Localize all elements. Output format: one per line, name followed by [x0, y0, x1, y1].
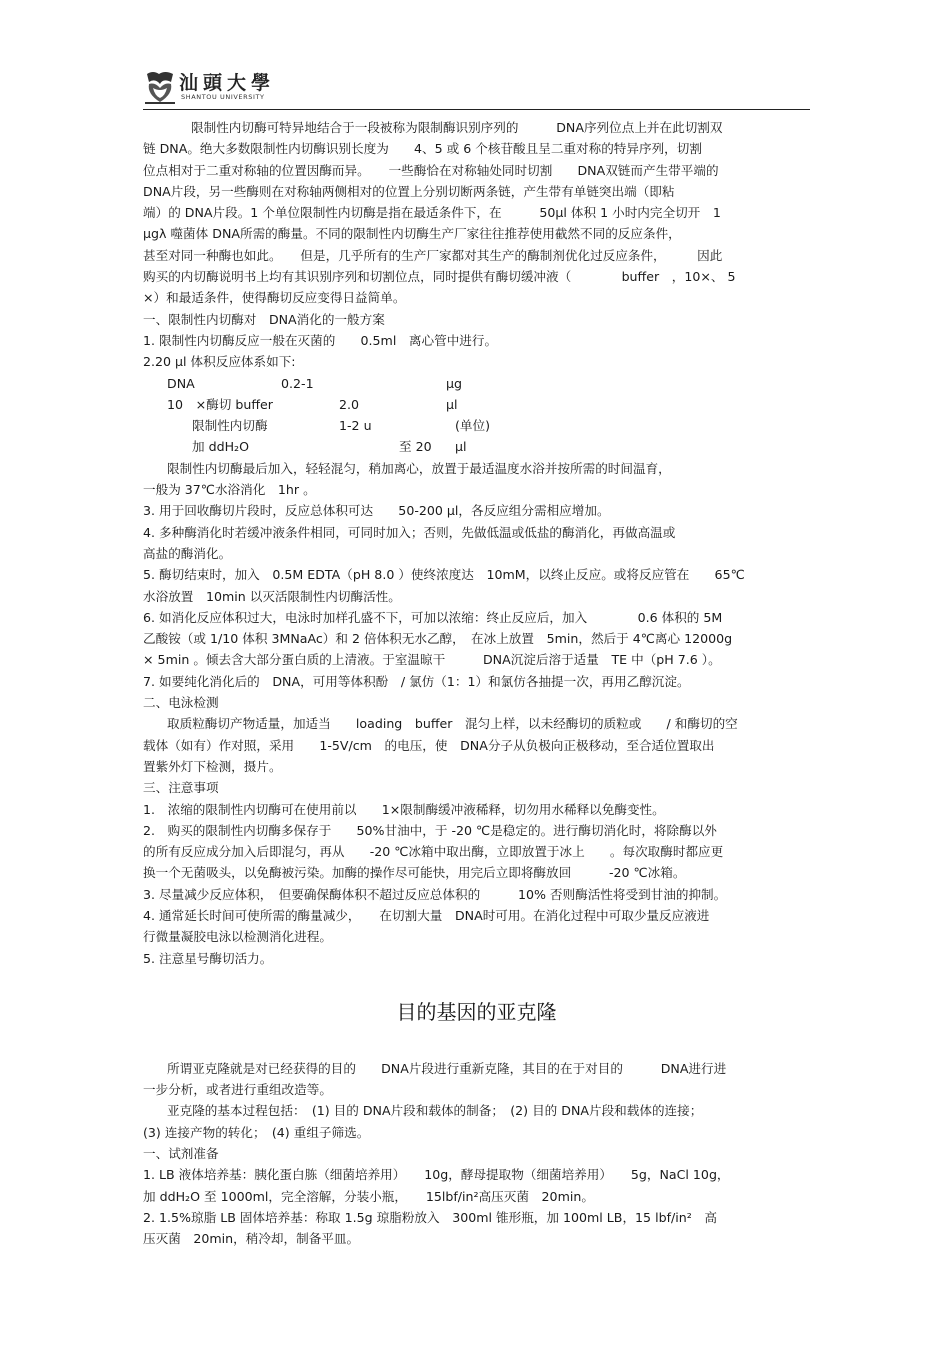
paragraph-line: μgλ 噬菌体 DNA所需的酶量。不同的限制性内切酶生产厂家往往推荐使用截然不同的反应条件，: [143, 226, 681, 242]
paragraph-line: 取质粒酶切产物适量，加适当 loading buffer 混匀上样，以未经酶切的质粒或 / 和酶切的空: [167, 716, 738, 732]
paragraph-line: 限制性内切酶可特异地结合于一段被称为限制酶识别序列的 DNA序列位点上并在此切割双: [191, 120, 723, 135]
paragraph-line: × 5min 。倾去含大部分蛋白质的上清液。于室温晾干 DNA沉淀后溶于适量 TE 中（pH 7.6 ）。: [143, 652, 721, 668]
section-heading: 三、注意事项: [143, 780, 219, 796]
list-item: 2. 1.5%琼脂 LB 固体培养基：称取 1.5g 琼脂粉放入 300ml 锥形瓶，加 100ml LB，15 lbf/in² 高: [143, 1209, 717, 1225]
reagent-amount: 2.0: [339, 396, 360, 412]
paragraph-line: DNA片段，另一些酶则在对称轴两侧相对的位置上分别切断两条链，产生带有单链突出端（即粘: [143, 183, 675, 199]
paragraph-line: 置紫外灯下检测，摄片。: [143, 758, 282, 774]
reaction-table-row: [143, 436, 810, 457]
paragraph-line: 压灭菌 20min，稍冷却，制备平皿。: [143, 1231, 360, 1247]
paragraph-line: 水浴放置 10min 以灭活限制性内切酶活性。: [143, 588, 401, 604]
paragraph-line: 位点相对于二重对称轴的位置因酶而异。 一些酶恰在对称轴处同时切割 DNA双链而产生带平端的: [143, 162, 719, 178]
reagent-unit: μl: [446, 396, 458, 412]
paragraph-line: 所谓亚克隆就是对已经获得的目的 DNA片段进行重新克隆，其目的在于对目的 DNA进行进: [167, 1060, 727, 1076]
list-item: 5. 注意星号酶切活力。: [143, 950, 273, 966]
reagent-unit: (单位): [455, 418, 491, 434]
paragraph-line: 载体（如有）作对照，采用 1-5V/cm 的电压，使 DNA分子从负极向正极移动，至合适位置取出: [143, 737, 715, 753]
reagent-name: 10 ×酶切 buffer: [167, 396, 273, 412]
logo-english-text: SHANTOU UNIVERSITY: [181, 93, 265, 101]
reagent-unit: μl: [455, 439, 467, 455]
section-heading: 一、试剂准备: [143, 1146, 219, 1162]
list-item: 2. 购买的限制性内切酶多保存于 50%甘油中，于 -20 ℃是稳定的。进行酶切消化时，将除酶以外: [143, 822, 717, 838]
list-item: 1. 浓缩的限制性内切酶可在使用前以 1×限制酶缓冲液稀释，切勿用水稀释以免酶变性。: [143, 801, 665, 817]
page-header: [143, 66, 810, 110]
paragraph-line: 的所有反应成分加入后即混匀，再从 -20 ℃冰箱中取出酶，立即放置于冰上 。每次取酶时都应更: [143, 844, 724, 860]
reagent-name: DNA: [167, 375, 195, 391]
list-item: 3. 尽量减少反应体积， 但要确保酶体积不超过反应总体积的 10% 否则酶活性将受到甘油的抑制。: [143, 886, 727, 902]
reagent-unit: μg: [446, 375, 463, 391]
reagent-amount: 0.2-1: [281, 375, 314, 391]
paragraph-line: 甚至对同一种酶也如此。 但是，几乎所有的生产厂家都对其生产的酶制剂优化过反应条件， 因此: [143, 247, 723, 263]
paragraph-line: 端）的 DNA片段。1 个单位限制性内切酶是指在最适条件下，在 50μl 体积 1 小时内完全切开 1: [143, 205, 721, 221]
paragraph-line: 一步分析，或者进行重组改造等。: [143, 1082, 332, 1098]
section-heading: 二、电泳检测: [143, 695, 219, 711]
list-item: 3. 用于回收酶切片段时，反应总体积可达 50-200 μl，各反应组分需相应增加。: [143, 503, 610, 519]
list-item: 7. 如要纯化消化后的 DNA，可用等体积酚 / 氯仿（1：1）和氯仿各抽提一次，再用乙醇沉淀。: [143, 673, 690, 689]
paragraph-line: 加 ddH₂O 至 1000ml，完全溶解，分装小瓶， 15lbf/in²高压灭菌 20min。: [143, 1188, 594, 1204]
paragraph-line: 换一个无菌吸头，以免酶被污染。加酶的操作尽可能快，用完后立即将酶放回 -20 ℃冰箱。: [143, 865, 686, 881]
paragraph-line: 行微量凝胶电泳以检测消化进程。: [143, 929, 332, 945]
reagent-name: 限制性内切酶: [192, 418, 268, 434]
paragraph-line: 亚克隆的基本过程包括： (1) 目的 DNA片段和载体的制备； (2) 目的 DNA片段和载体的连接；: [167, 1103, 703, 1119]
university-emblem-icon: [143, 68, 177, 106]
paragraph-line: 乙酸铵（或 1/10 体积 3MNaAc）和 2 倍体积无水乙醇， 在冰上放置 5min，然后于 4℃离心 12000g: [143, 631, 733, 647]
list-item: 4. 多种酶消化时若缓冲液条件相同，可同时加入；否则，先做低温或低盐的酶消化，再做高温或: [143, 524, 676, 540]
list-item: 4. 通常延长时间可使所需的酶量减少， 在切割大量 DNA时可用。在消化过程中可取少量反应液进: [143, 907, 710, 923]
section-title: 目的基因的亚克隆: [396, 999, 557, 1024]
list-item: 2.20 μl 体积反应体系如下:: [143, 354, 296, 370]
paragraph-line: 高盐的酶消化。: [143, 545, 232, 561]
reaction-table-row: [143, 373, 810, 394]
document-body: [143, 117, 810, 1250]
reagent-name: 加 ddH₂O: [192, 439, 250, 455]
reaction-table-row: [143, 394, 810, 415]
list-item: 1. LB 液体培养基：胰化蛋白胨（细菌培养用） 10g，酵母提取物（细菌培养用） 5g，NaCl 10g，: [143, 1167, 730, 1183]
list-item: 1. 限制性内切酶反应一般在灭菌的 0.5ml 离心管中进行。: [143, 332, 498, 348]
reagent-amount: 1-2 u: [339, 418, 372, 434]
header-divider: [143, 109, 810, 110]
paragraph-line: 限制性内切酶最后加入，轻轻混匀，稍加离心，放置于最适温度水浴并按所需的时间温育，: [167, 460, 671, 476]
list-item: 5. 酶切结束时，加入 0.5M EDTA（pH 8.0 ）使终浓度达 10mM，以终止反应。或将反应管在 65℃: [143, 567, 745, 583]
paragraph-line: ×）和最适条件，使得酶切反应变得日益简单。: [143, 290, 406, 306]
paragraph-line: 一般为 37℃水浴消化 1hr 。: [143, 482, 316, 498]
paragraph-line: 购买的内切酶说明书上均有其识别序列和切割位点，同时提供有酶切缓冲液（ buffer ，10×、 5: [143, 269, 736, 285]
paragraph-line: (3) 连接产物的转化； (4) 重组子筛选。: [143, 1124, 370, 1140]
paragraph-line: 链 DNA。绝大多数限制性内切酶识别长度为 4、5 或 6 个核苷酸且呈二重对称的特异序列，切割: [143, 141, 702, 157]
section-heading: 一、限制性内切酶对 DNA消化的一般方案: [143, 311, 385, 327]
reagent-amount: 至 20: [399, 439, 432, 455]
logo-chinese-text: 汕頭大學: [179, 72, 276, 94]
reaction-table-row: [143, 415, 810, 436]
list-item: 6. 如消化反应体积过大，电泳时加样孔盛不下，可加以浓缩：终止反应后，加入 0.6 体积的 5M: [143, 609, 723, 625]
